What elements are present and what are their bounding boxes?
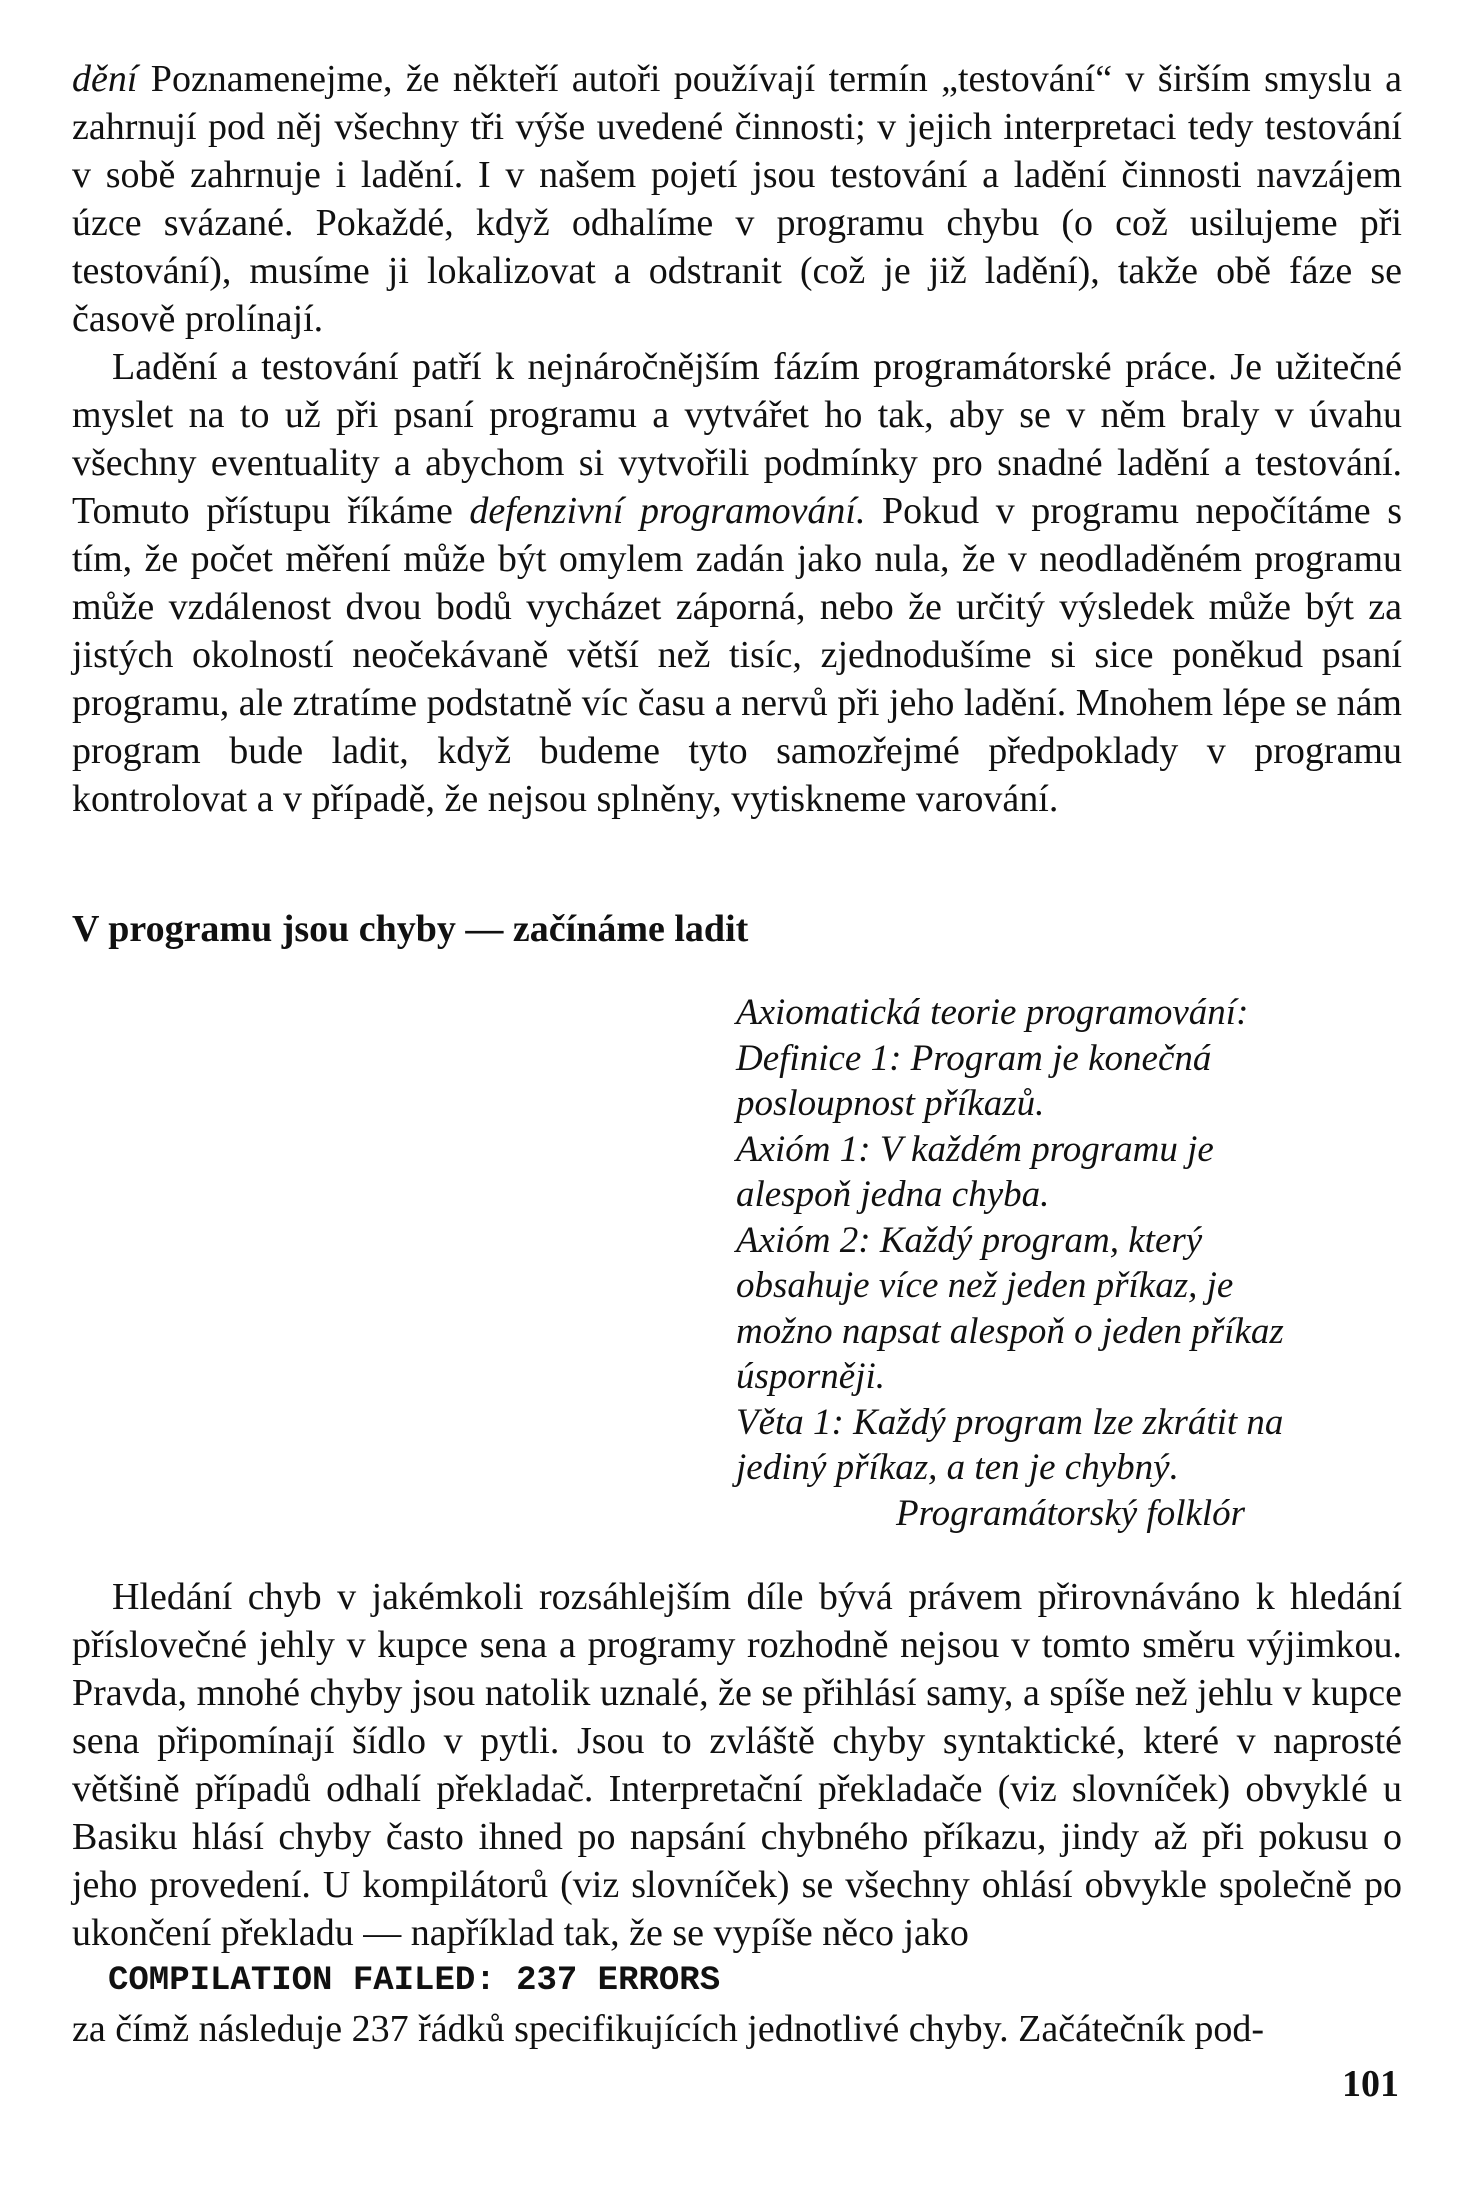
paragraph-2-part2: Pokud v programu nepočítáme s tím, že počet měření může být omylem zadán jako nula, že v neodladěném programu může vzdálenost dvou bodů vycházet záporná, nebo že určitý výsledek může být za jistých okolností neočekávaně větší než tisíc, zjednodušíme si sice poněkud psaní programu, ale ztratíme podstatně víc času a nervů při jeho ladění. Mnohem lépe se nám program bude ladit, když budeme tyto samozřejmé předpoklady v programu kontrolovat a v případě, že nejsou splněny, vytiskneme varování. <box>72 490 1403 820</box>
paragraph-1-lead: dění <box>72 58 138 100</box>
paragraph-1 <box>72 55 1402 343</box>
paragraph-4: za čímž následuje 237 řádků specifikujících jednotlivé chyby. Začátečník pod- <box>72 2008 1264 2050</box>
paragraph-2 <box>72 343 1402 823</box>
motto-line: Axióm 2: Každý program, který <box>736 1219 1203 1261</box>
motto-line: Axióm 1: V každém programu je <box>736 1128 1214 1170</box>
motto-line: alespoň jedna chyba. <box>736 1174 1050 1215</box>
paragraph-2-part1: Ladění a testování patří k nejnáročnějším fázím programátorské práce. Je užitečné myslet na to už při psaní programu a vytvářet ho tak, aby se v něm braly v úvahu všechny eventuality a abychom si vytvořili podmínky pro snadné ladění a testování. Tomuto přístupu říkáme <box>72 346 1402 532</box>
page-number: 101 <box>1342 2063 1399 2105</box>
paragraph-2-term: defenzivní programování. <box>469 490 866 532</box>
motto-line: obsahuje více než jeden příkaz, je <box>736 1265 1234 1306</box>
motto-line: posloupnost příkazů. <box>736 1083 1045 1124</box>
motto-line: Axiomatická teorie programování: <box>736 992 1249 1033</box>
paragraph-1-text: Poznamenejme, že někteří autoři používají termín „testování“ v širším smyslu a zahrnují pod něj všechny tři výše uvedené činnosti; v jejich interpretaci tedy testování v sobě zahrnuje i ladění. I v našem pojetí jsou testování a ladění činnosti navzájem úzce svázané. Pokaždé, když odhalíme v programu chybu (o což usilujeme při testování), musíme ji lokalizovat a odstranit (což je již ladění), takže obě fáze se časově prolínají. <box>72 58 1402 340</box>
body-text-top <box>72 55 1402 823</box>
motto-line: Věta 1: Každý program lze zkrátit na <box>736 1401 1284 1443</box>
code-sample: COMPILATION FAILED: 237 ERRORS <box>108 1962 721 2000</box>
body-text-bottom <box>72 1573 1402 2053</box>
motto-line: jediný příkaz, a ten je chybný. <box>736 1447 1179 1488</box>
motto-line: Definice 1: Program je konečná <box>736 1037 1212 1079</box>
motto-line: možno napsat alespoň o jeden příkaz <box>736 1310 1284 1352</box>
motto-epigraph <box>736 990 1376 1536</box>
section-heading: V programu jsou chyby — začínáme ladit <box>72 908 749 950</box>
motto-source: Programátorský folklór <box>896 1492 1246 1534</box>
motto-line: úsporněji. <box>736 1356 886 1397</box>
paragraph-3: Hledání chyb v jakémkoli rozsáhlejším díle bývá právem přirovnáváno k hledání příslovečné jehly v kupce sena a programy rozhodně nejsou v tomto směru výjimkou. Pravda, mnohé chyby jsou natolik uznalé, že se přihlásí samy, a spíše než jehlu v kupce sena připomínají šídlo v pytli. Jsou to zvláště chyby syntaktické, které v naprosté většině případů odhalí překladač. Interpretační překladače (viz slovníček) obvyklé u Basiku hlásí chyby často ihned po napsání chybného příkazu, jindy až při pokusu o jeho provedení. U kompilátorů (viz slovníček) se všechny ohlásí obvykle společně po ukončení překladu — například tak, že se vypíše něco jako <box>72 1576 1402 1954</box>
